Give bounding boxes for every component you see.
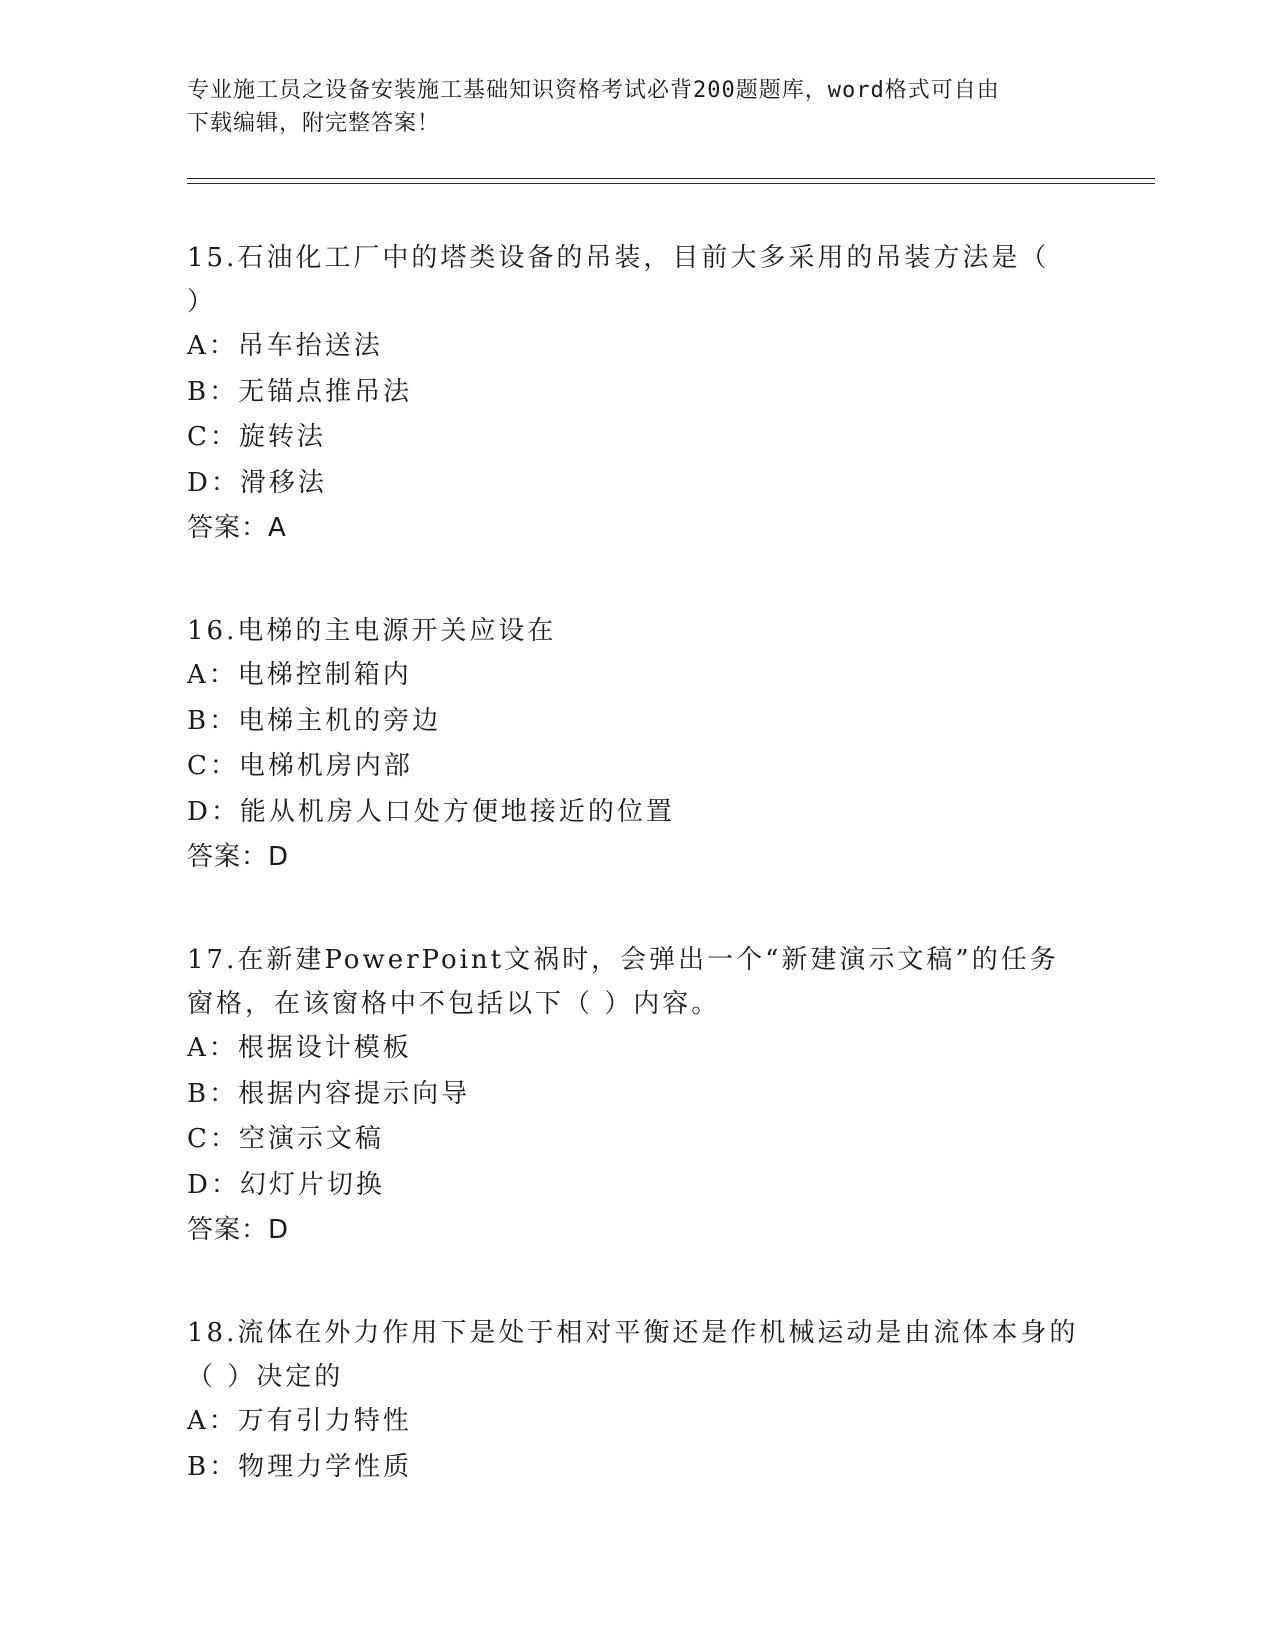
question-text-line: （ ）决定的 (187, 1362, 344, 1392)
question-text-line: 15.石油化工厂中的塔类设备的吊装，目前大多采用的吊装方法是（ (187, 243, 1050, 273)
answer: 答案：D (187, 1215, 290, 1245)
option-d: D：能从机房人口处方便地接近的位置 (187, 796, 675, 827)
option-a: A：万有引力特性 (187, 1406, 412, 1436)
answer: 答案：D (187, 842, 290, 872)
question-18 (187, 1311, 1087, 1490)
document-header (187, 74, 1087, 140)
option-a: A：电梯控制箱内 (187, 660, 412, 690)
header-line-1: 专业施工员之设备安装施工基础知识资格考试必背200题题库，word格式可自由 (187, 78, 1000, 103)
question-text-line: ） (187, 287, 217, 317)
option-c: C：电梯机房内部 (187, 751, 413, 781)
option-d: D：滑移法 (187, 467, 327, 498)
question-text-line: 窗格，在该窗格中不包括以下（ ）内容。 (187, 989, 721, 1019)
question-17 (187, 938, 1087, 1253)
header-divider-bottom (187, 183, 1155, 184)
question-text-line: 17.在新建PowerPoint文祸时，会弹出一个“新建演示文稿”的任务 (187, 945, 1059, 975)
question-text-line: 18.流体在外力作用下是处于相对平衡还是作机械运动是由流体本身的 (187, 1318, 1079, 1348)
question-15 (187, 236, 1087, 551)
option-b: B：无锚点推吊法 (187, 376, 413, 407)
question-list (187, 236, 1087, 1548)
option-c: C：旋转法 (187, 422, 326, 452)
option-d: D：幻灯片切换 (187, 1169, 385, 1200)
answer: 答案：A (187, 513, 287, 543)
option-c: C：空演示文稿 (187, 1124, 384, 1154)
option-a: A：吊车抬送法 (187, 331, 383, 361)
option-b: B：物理力学性质 (187, 1451, 413, 1482)
question-16 (187, 609, 1087, 880)
option-b: B：电梯主机的旁边 (187, 705, 442, 736)
header-line-2: 下载编辑，附完整答案！ (187, 111, 441, 136)
question-text-line: 16.电梯的主电源开关应设在 (187, 616, 557, 646)
option-b: B：根据内容提示向导 (187, 1078, 471, 1109)
header-divider-top (187, 178, 1155, 179)
option-a: A：根据设计模板 (187, 1033, 412, 1063)
